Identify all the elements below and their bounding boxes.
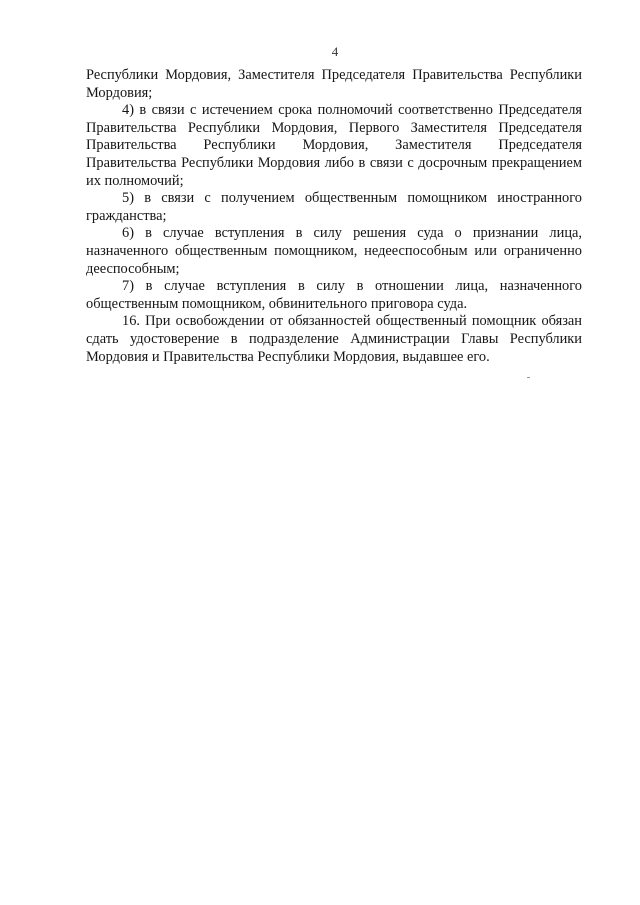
document-body [86, 67, 582, 366]
scan-speck [527, 377, 530, 378]
paragraph-item-4: 4) в связи с истечением срока полномочий соответственно Председателя Правительства Республики Мордовия, Первого Заместителя Председателя Правительства Республики Мордовия, Заместителя Председателя Правительства Республики Мордовия либо в связи с досрочным прекращением их полномочий; [86, 102, 582, 189]
paragraph-continuation: Республики Мордовия, Заместителя Председателя Правительства Республики Мордовия; [86, 67, 582, 101]
paragraph-item-6: 6) в случае вступления в силу решения суда о признании лица, назначенного общественным помощником, недееспособным или ограниченно дееспособным; [86, 225, 582, 277]
paragraph-item-5: 5) в связи с получением общественным помощником иностранного гражданства; [86, 190, 582, 224]
paragraph-clause-16: 16. При освобождении от обязанностей общественный помощник обязан сдать удостоверение в подразделение Администрации Главы Республики Мордовия и Правительства Республики Мордовия, выдавшее его. [86, 313, 582, 365]
page-number: 4 [331, 44, 339, 59]
paragraph-item-7: 7) в случае вступления в силу в отношении лица, назначенного общественным помощником, обвинительного приговора суда. [86, 278, 582, 312]
